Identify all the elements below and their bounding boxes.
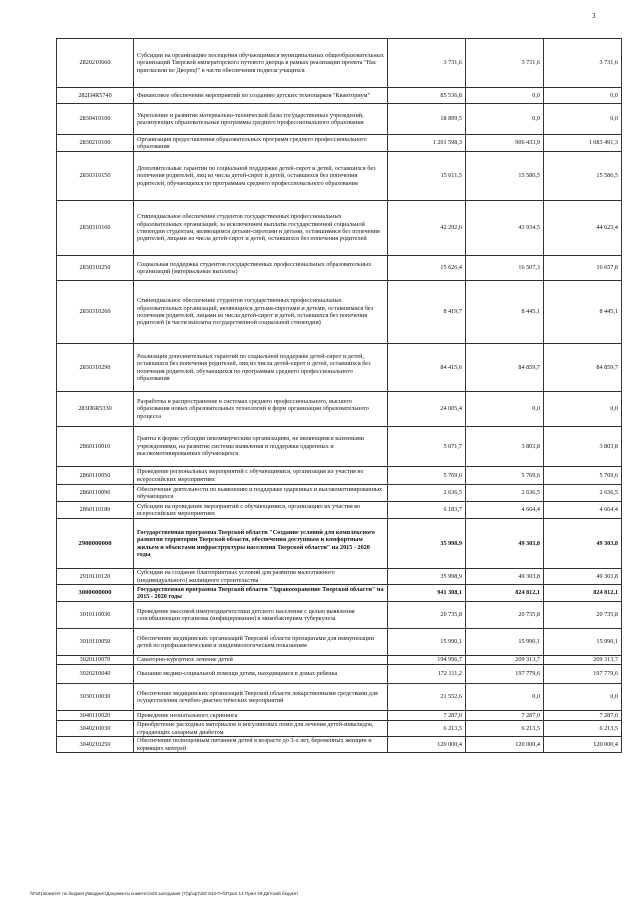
row-value-1: 5 769,6 [388, 467, 466, 485]
row-value-1: 35 998,9 [388, 569, 466, 585]
row-code: 2860110010 [57, 427, 134, 467]
row-description: Проведение массовой иммунодиагностики детского населения с целью выявления сенсибилизации организма (инфицирования) к микобактериям туберкулеза [134, 602, 388, 629]
row-description: Санаторно-курортное лечение детей [134, 656, 388, 665]
row-value-2: 15 990,1 [466, 629, 544, 656]
row-value-2: 197 779,6 [466, 665, 544, 684]
row-value-2: 20 735,8 [466, 602, 544, 629]
row-description: Реализация дополнительных гарантий по социальной поддержке детей-сирот и детей, оставшихся без попечения родителей, лиц из числа детей-сирот и детей, оставшихся без попечения родителей, обучающихся по программам среднего профессионального образования [134, 344, 388, 392]
table-row [57, 711, 622, 721]
row-description: Государственная программа Тверской области "Здравоохранение Тверской области" на 2015 - 2020 годы [134, 585, 388, 602]
table-row [57, 569, 622, 585]
row-code: 283П6R5330 [57, 392, 134, 427]
row-value-2: 16 507,3 [466, 256, 544, 281]
row-description: Социальная поддержка студентов государственных профессиональных образовательных организаций (материальные выплаты) [134, 256, 388, 281]
row-description: Обеспечение полноценным питанием детей в возрасте до 3-х лет, беременных женщин и кормящих матерей [134, 737, 388, 753]
row-value-3: 84 859,7 [544, 344, 622, 392]
row-description: Дополнительные гарантии по социальной поддержке детей-сирот и детей, оставшихся без попечения родителей, лиц из числа детей-сирот и детей, оставшихся без попечения родителей, обучающихся по программам среднего профессионального образования [134, 152, 388, 201]
row-description: Проведение региональных мероприятий с обучающимися, организация их участия во всероссийских мероприятиях [134, 467, 388, 485]
row-value-3: 2 636,5 [544, 485, 622, 502]
row-code: 3000000000 [57, 585, 134, 602]
table-row [57, 665, 622, 684]
row-code: 3020110070 [57, 656, 134, 665]
row-value-1: 42 292,6 [388, 201, 466, 256]
row-value-2: 49 303,8 [466, 569, 544, 585]
row-code: 3030110030 [57, 684, 134, 711]
row-code: 2830310150 [57, 152, 134, 201]
table-row [57, 392, 622, 427]
row-description: Финансовое обеспечение мероприятий по созданию детских технопарков "Кванториум" [134, 88, 388, 104]
row-code: 2830210100 [57, 135, 134, 152]
row-description: Субсидии на организацию посещения обучающимися муниципальных общеобразовательных организаций Тверской императорского путевого дворца в рамках реализации проекта "Нас пригласили во Дворец!" в части обеспечения подвоза учащихся [134, 39, 388, 88]
row-value-1: 20 735,8 [388, 602, 466, 629]
row-value-1: 3 731,6 [388, 39, 466, 88]
row-value-3: 0,0 [544, 88, 622, 104]
row-value-3: 3 731,6 [544, 39, 622, 88]
row-value-3: 8 445,1 [544, 281, 622, 344]
row-value-2: 3 803,8 [466, 427, 544, 467]
row-description: Обеспечение деятельности по выявлению и поддержке одаренных и высокомотивированных обучающихся [134, 485, 388, 502]
table-row [57, 281, 622, 344]
row-value-1: 194 996,7 [388, 656, 466, 665]
row-value-2: 5 769,6 [466, 467, 544, 485]
row-value-3: 15 586,5 [544, 152, 622, 201]
row-code: 2830310260 [57, 281, 134, 344]
row-description: Обеспечение медицинских организаций Тверской области лекарственными средствами для осуществления лечебно-диагностических мероприятий [134, 684, 388, 711]
row-description: Оказание медико-социальной помощи детям, находящимся в домах ребенка [134, 665, 388, 684]
row-value-1: 8 419,7 [388, 281, 466, 344]
row-code: 2900000000 [57, 519, 134, 569]
row-description: Обеспечение медицинских организаций Тверской области препаратами для иммунизации детей по профилактическим и эпидемиологическим показаниям [134, 629, 388, 656]
row-description: Укрепление и развитие материально-технической базы государственных учреждений, реализующих образовательные программы среднего профессионального образования [134, 104, 388, 135]
row-value-2: 43 934,5 [466, 201, 544, 256]
row-value-1: 21 552,6 [388, 684, 466, 711]
table-row [57, 256, 622, 281]
row-value-2: 824 812,1 [466, 585, 544, 602]
row-value-3: 15 990,1 [544, 629, 622, 656]
row-value-1: 24 005,4 [388, 392, 466, 427]
row-code: 2830410100 [57, 104, 134, 135]
row-code: 2830310250 [57, 256, 134, 281]
row-value-3: 6 213,5 [544, 721, 622, 737]
table-row [57, 201, 622, 256]
row-value-3: 120 000,4 [544, 737, 622, 753]
budget-table-body [57, 39, 622, 753]
row-code: 3040210250 [57, 737, 134, 753]
table-row [57, 104, 622, 135]
table-row [57, 629, 622, 656]
row-value-1: 6 213,5 [388, 721, 466, 737]
row-value-1: 1 201 598,3 [388, 135, 466, 152]
row-value-2: 3 731,6 [466, 39, 544, 88]
row-code: 3010110050 [57, 629, 134, 656]
row-value-1: 18 899,5 [388, 104, 466, 135]
table-row [57, 427, 622, 467]
row-description: Субсидии на проведение мероприятий с обучающимися, организацию их участия во всероссийских мероприятиях [134, 502, 388, 519]
row-value-2: 0,0 [466, 104, 544, 135]
row-value-3: 0,0 [544, 684, 622, 711]
row-value-3: 49 303,8 [544, 519, 622, 569]
row-code: 2830310290 [57, 344, 134, 392]
row-code: 2820210660 [57, 39, 134, 88]
row-value-1: 85 536,8 [388, 88, 466, 104]
table-row [57, 344, 622, 392]
row-value-3: 44 623,4 [544, 201, 622, 256]
row-code: 282П4R5740 [57, 88, 134, 104]
row-value-1: 35 998,9 [388, 519, 466, 569]
row-value-2: 0,0 [466, 392, 544, 427]
row-code: 2910110120 [57, 569, 134, 585]
row-value-3: 3 803,8 [544, 427, 622, 467]
row-value-1: 6 183,7 [388, 502, 466, 519]
table-row [57, 585, 622, 602]
row-value-2: 7 287,0 [466, 711, 544, 721]
row-code: 2860110180 [57, 502, 134, 519]
row-description: Государственная программа Тверской области "Создание условий для комплексного развития территории Тверской области, обеспечения доступным и комфортным жильем и объектами инфраструктуры населения Тверской области" на 2015 - 2020 годы [134, 519, 388, 569]
row-value-2: 8 445,1 [466, 281, 544, 344]
row-description: Стипендиальное обеспечение студентов государственных профессиональных образовательных организаций, за исключением выплаты государственной социальной стипендии студентам, являющимся детьми-сиротами и детьми, оставшимися без попечения родителей, лицами из числа детей-сирот и детей, оставшихся без попечения родителей [134, 201, 388, 256]
row-value-3: 49 303,8 [544, 569, 622, 585]
row-value-2: 209 313,7 [466, 656, 544, 665]
table-row [57, 684, 622, 711]
row-code: 3040110020 [57, 711, 134, 721]
row-value-3: 4 664,4 [544, 502, 622, 519]
table-row [57, 88, 622, 104]
page-number: 3 [592, 12, 596, 20]
table-row [57, 135, 622, 152]
row-code: 2860110050 [57, 467, 134, 485]
row-value-2: 49 303,8 [466, 519, 544, 569]
table-row [57, 721, 622, 737]
row-description: Стипендиальное обеспечение студентов государственных профессиональных образовательных организаций, являющихся детьми-сиротами и детьми, оставшимися без попечения родителей, лицами из числа детей-сирот и детей, оставшихся без попечения родителей (в части выплаты государственной социальной стипендии) [134, 281, 388, 344]
table-row [57, 602, 622, 629]
row-value-2: 6 213,5 [466, 721, 544, 737]
budget-table [56, 38, 622, 753]
row-description: Организация предоставления образовательных программ среднего профессионального образования [134, 135, 388, 152]
row-value-3: 5 769,6 [544, 467, 622, 485]
table-row [57, 467, 622, 485]
row-value-1: 120 000,4 [388, 737, 466, 753]
row-value-1: 7 287,0 [388, 711, 466, 721]
row-value-3: 197 779,6 [544, 665, 622, 684]
table-row [57, 39, 622, 88]
row-code: 3040210030 [57, 721, 134, 737]
row-value-3: 209 313,7 [544, 656, 622, 665]
row-value-3: 0,0 [544, 104, 622, 135]
row-value-1: 5 071,7 [388, 427, 466, 467]
table-row [57, 152, 622, 201]
row-value-2: 906 433,9 [466, 135, 544, 152]
table-row [57, 502, 622, 519]
row-value-3: 0,0 [544, 392, 622, 427]
row-value-1: 84 415,6 [388, 344, 466, 392]
row-value-2: 84 859,7 [466, 344, 544, 392]
row-value-1: 15 626,4 [388, 256, 466, 281]
row-value-2: 0,0 [466, 684, 544, 711]
row-code: 3010110030 [57, 602, 134, 629]
row-description: Гранты в форме субсидии некоммерческим организациям, не являющимся казенными учреждениями, на развитие системы выявления и поддержки одаренных и высокомотивированных обучающихся [134, 427, 388, 467]
row-value-1: 2 636,5 [388, 485, 466, 502]
row-description: Разработка и распространение в системах среднего профессионального, высшего образования новых образовательных технологий и форм организации образовательного процесса [134, 392, 388, 427]
row-value-3: 824 812,1 [544, 585, 622, 602]
table-row [57, 485, 622, 502]
row-value-3: 1 083 491,3 [544, 135, 622, 152]
row-value-2: 4 664,4 [466, 502, 544, 519]
table-row [57, 656, 622, 665]
row-value-2: 2 636,5 [466, 485, 544, 502]
row-value-1: 941 308,1 [388, 585, 466, 602]
row-value-2: 120 000,4 [466, 737, 544, 753]
file-path-footer: \\Fs01\комитет по бюджету\Бюджет\Документы комитета\28 заседание (7)\р\зрт\28\ 544-П-б\Прил 14 Прил 49 Детский бюджет [30, 891, 299, 896]
row-value-2: 15 586,5 [466, 152, 544, 201]
row-description: Субсидии на создание благоприятных условий для развития малоэтажного (индивидуального) жилищного строительства [134, 569, 388, 585]
row-description: Приобретение расходных материалов и инсулиновых помп для лечения детей-инвалидов, страдающих сахарным диабетом [134, 721, 388, 737]
table-row [57, 737, 622, 753]
row-value-1: 15 990,1 [388, 629, 466, 656]
row-value-1: 15 011,5 [388, 152, 466, 201]
row-code: 2830310160 [57, 201, 134, 256]
row-value-1: 172 111,2 [388, 665, 466, 684]
row-code: 2860110090 [57, 485, 134, 502]
row-value-3: 20 735,8 [544, 602, 622, 629]
row-value-3: 16 657,8 [544, 256, 622, 281]
row-description: Проведение неонатального скрининга [134, 711, 388, 721]
table-row [57, 519, 622, 569]
row-code: 3020210040 [57, 665, 134, 684]
row-value-3: 7 287,0 [544, 711, 622, 721]
row-value-2: 0,0 [466, 88, 544, 104]
